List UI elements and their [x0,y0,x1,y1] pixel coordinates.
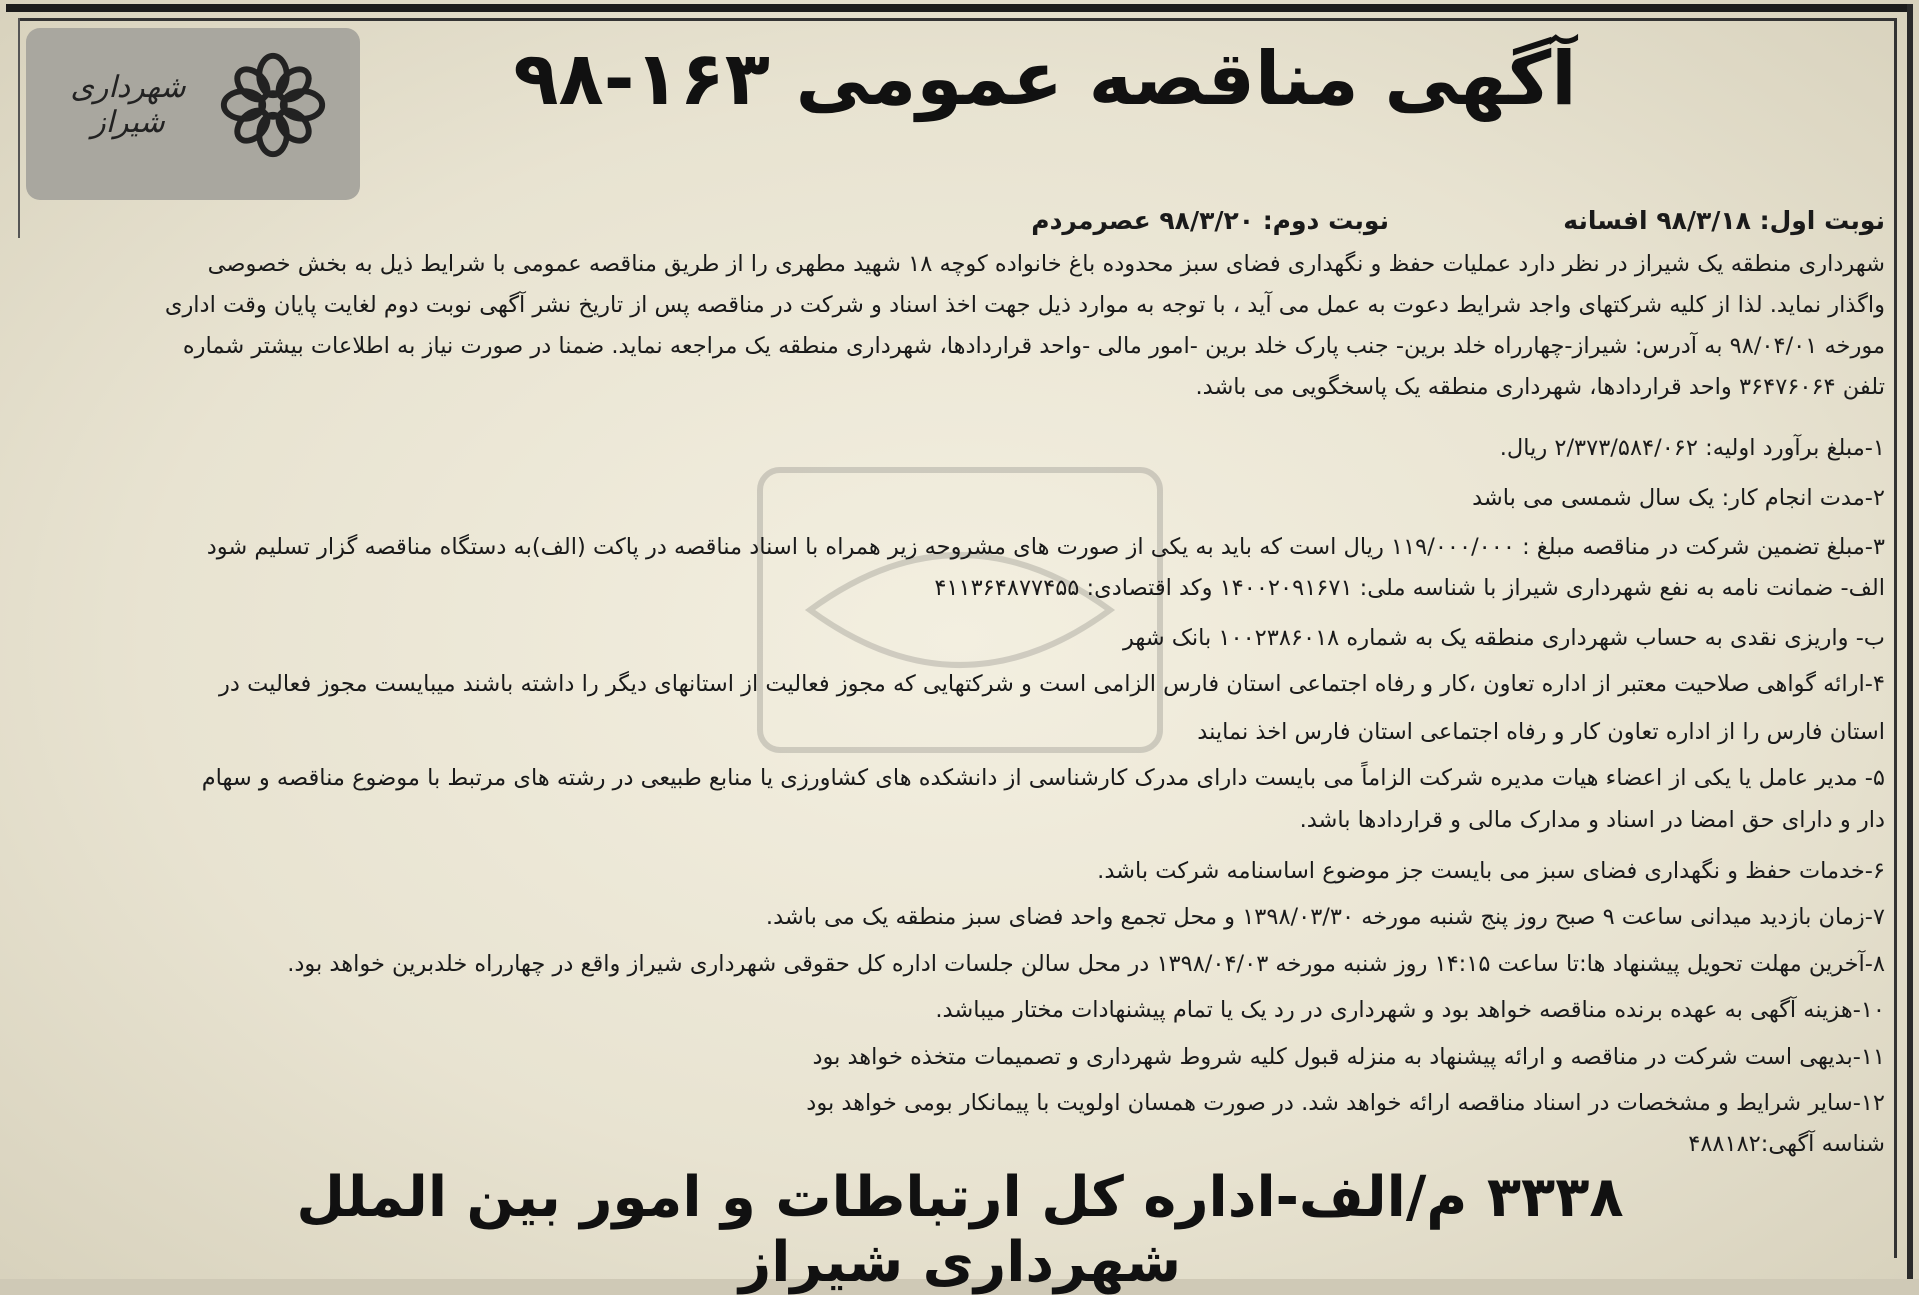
intro-line-3: مورخه ۹۸/۰۴/۰۱ به آدرس: شیراز-چهارراه خلد برین- جنب پارک خلد برین -امور مالی -واحد قراردادها، شهرداری منطقه یک مراجعه نماید. ضمنا در صورت نیاز به اطلاعات بیشتر شماره [182,333,1885,359]
item-12: ۱۲-سایر شرایط و مشخصات در اسناد مناقصه ارائه خواهد شد. در صورت همسان اولویت با پیمانکار بومی خواهد بود [806,1090,1885,1116]
item-5-cont: دار و دارای حق امضا در اسناد و مدارک مالی و قراردادها باشد. [1299,807,1885,833]
item-4: ۴-ارائه گواهی صلاحیت معتبر از اداره تعاون ،کار و رفاه اجتماعی استان فارس الزامی است و شرکتهایی که مجوز فعالیت از استانهای دیگر را داشته باشند میبایست مجوز فعالیت در [219,671,1885,697]
item-3: ۳-مبلغ تضمین شرکت در مناقصه مبلغ : ۱۱۹/۰۰۰/۰۰۰ ریال است که باید به یکی از صورت های مشروحه زیر همراه با اسناد مناقصه در پاکت (الف)به دستگاه مناقصه گزار تسلیم شود [206,534,1885,560]
item-2: ۲-مدت انجام کار: یک سال شمسی می باشد [1472,485,1885,511]
notice-title: آگهی مناقصه عمومی ۱۶۳-۹۸ [513,36,1577,122]
frame-left [18,18,20,238]
top-border [6,4,1913,12]
item-4-cont: استان فارس را از اداره تعاون کار و رفاه اجتماعی استان فارس اخذ نمایند [1197,719,1885,745]
notice-id: شناسه آگهی:۴۸۸۱۸۲ [1688,1131,1885,1157]
schedule-first: نوبت اول: ۹۸/۳/۱۸ افسانه [1563,206,1885,235]
watermark-stamp [750,460,1170,760]
item-5: ۵- مدیر عامل یا یکی از اعضاء هیات مدیره شرکت الزاماً می بایست دارای مدرک کارشناسی از دانشکده های کشاورزی یا منابع طبیعی در رشته های مرتبط با موضوع مناقصه و سهام [201,765,1885,791]
intro-line-2: واگذار نماید. لذا از کلیه شرکتهای واجد شرایط دعوت به عمل می آید ، با توجه به موارد ذیل جهت اخذ اسناد و شرکت در مناقصه پس از تاریخ نشر آگهی نوبت دوم لغایت پایان وقت اداری [164,292,1885,318]
right-border [1907,4,1913,1279]
item-7: ۷-زمان بازدید میدانی ساعت ۹ صبح روز پنج شنبه مورخه ۱۳۹۸/۰۳/۳۰ و محل تجمع واحد فضای سبز منطقه یک می باشد. [765,904,1885,930]
item-11: ۱۱-بدیهی است شرکت در مناقصه و ارائه پیشنهاد به منزله قبول کلیه شروط شهرداری و تصمیمات متخذه خواهد بود [812,1044,1885,1070]
item-3b: ب- واریزی نقدی به حساب شهرداری منطقه یک به شماره ۱۰۰۲۳۸۶۰۱۸ بانک شهر [1122,625,1885,651]
frame-right [1894,18,1897,1258]
intro-line-4: تلفن ۳۶۴۷۶۰۶۴ واحد قراردادها، شهرداری منطقه یک پاسخگویی می باشد. [1195,374,1885,400]
item-8: ۸-آخرین مهلت تحویل پیشنهاد ها:تا ساعت ۱۴:۱۵ روز شنبه مورخه ۱۳۹۸/۰۴/۰۳ در محل سالن جلسات اداره کل حقوقی شهرداری شیراز واقع در چهارراه خلدبرین خواهد بود. [287,951,1885,977]
intro-line-1: شهرداری منطقه یک شیراز در نظر دارد عملیات حفظ و نگهداری فضای سبز محدوده باغ خانواده کوچه ۱۸ شهید مطهری را از طریق مناقصه عمومی با شرایط ذیل به بخش خصوصی [207,251,1885,277]
item-1: ۱-مبلغ برآورد اولیه: ۲/۳۷۳/۵۸۴/۰۶۲ ریال. [1499,435,1885,461]
item-3a: الف- ضمانت نامه به نفع شهرداری شیراز با شناسه ملی: ۱۴۰۰۲۰۹۱۶۷۱ وکد اقتصادی: ۴۱۱۳۶۴۸۷۷۴۵۵ [934,575,1885,601]
footer-issuer: ۳۳۳۸ م/الف-اداره کل ارتباطات و امور بین الملل شهرداری شیراز [296,1165,1624,1295]
item-6: ۶-خدمات حفظ و نگهداری فضای سبز می بایست جز موضوع اساسنامه شرکت باشد. [1097,858,1885,884]
schedule-second: نوبت دوم: ۹۸/۳/۲۰ عصرمردم [1031,206,1389,235]
logo-text: شهرداری شیراز [70,70,186,140]
shiraz-municipality-logo-icon [214,46,332,164]
frame-top [20,18,1897,21]
item-10: ۱۰-هزینه آگهی به عهده برنده مناقصه خواهد بود و شهرداری در رد یک یا تمام پیشنهادات مختار میباشد. [935,997,1885,1023]
